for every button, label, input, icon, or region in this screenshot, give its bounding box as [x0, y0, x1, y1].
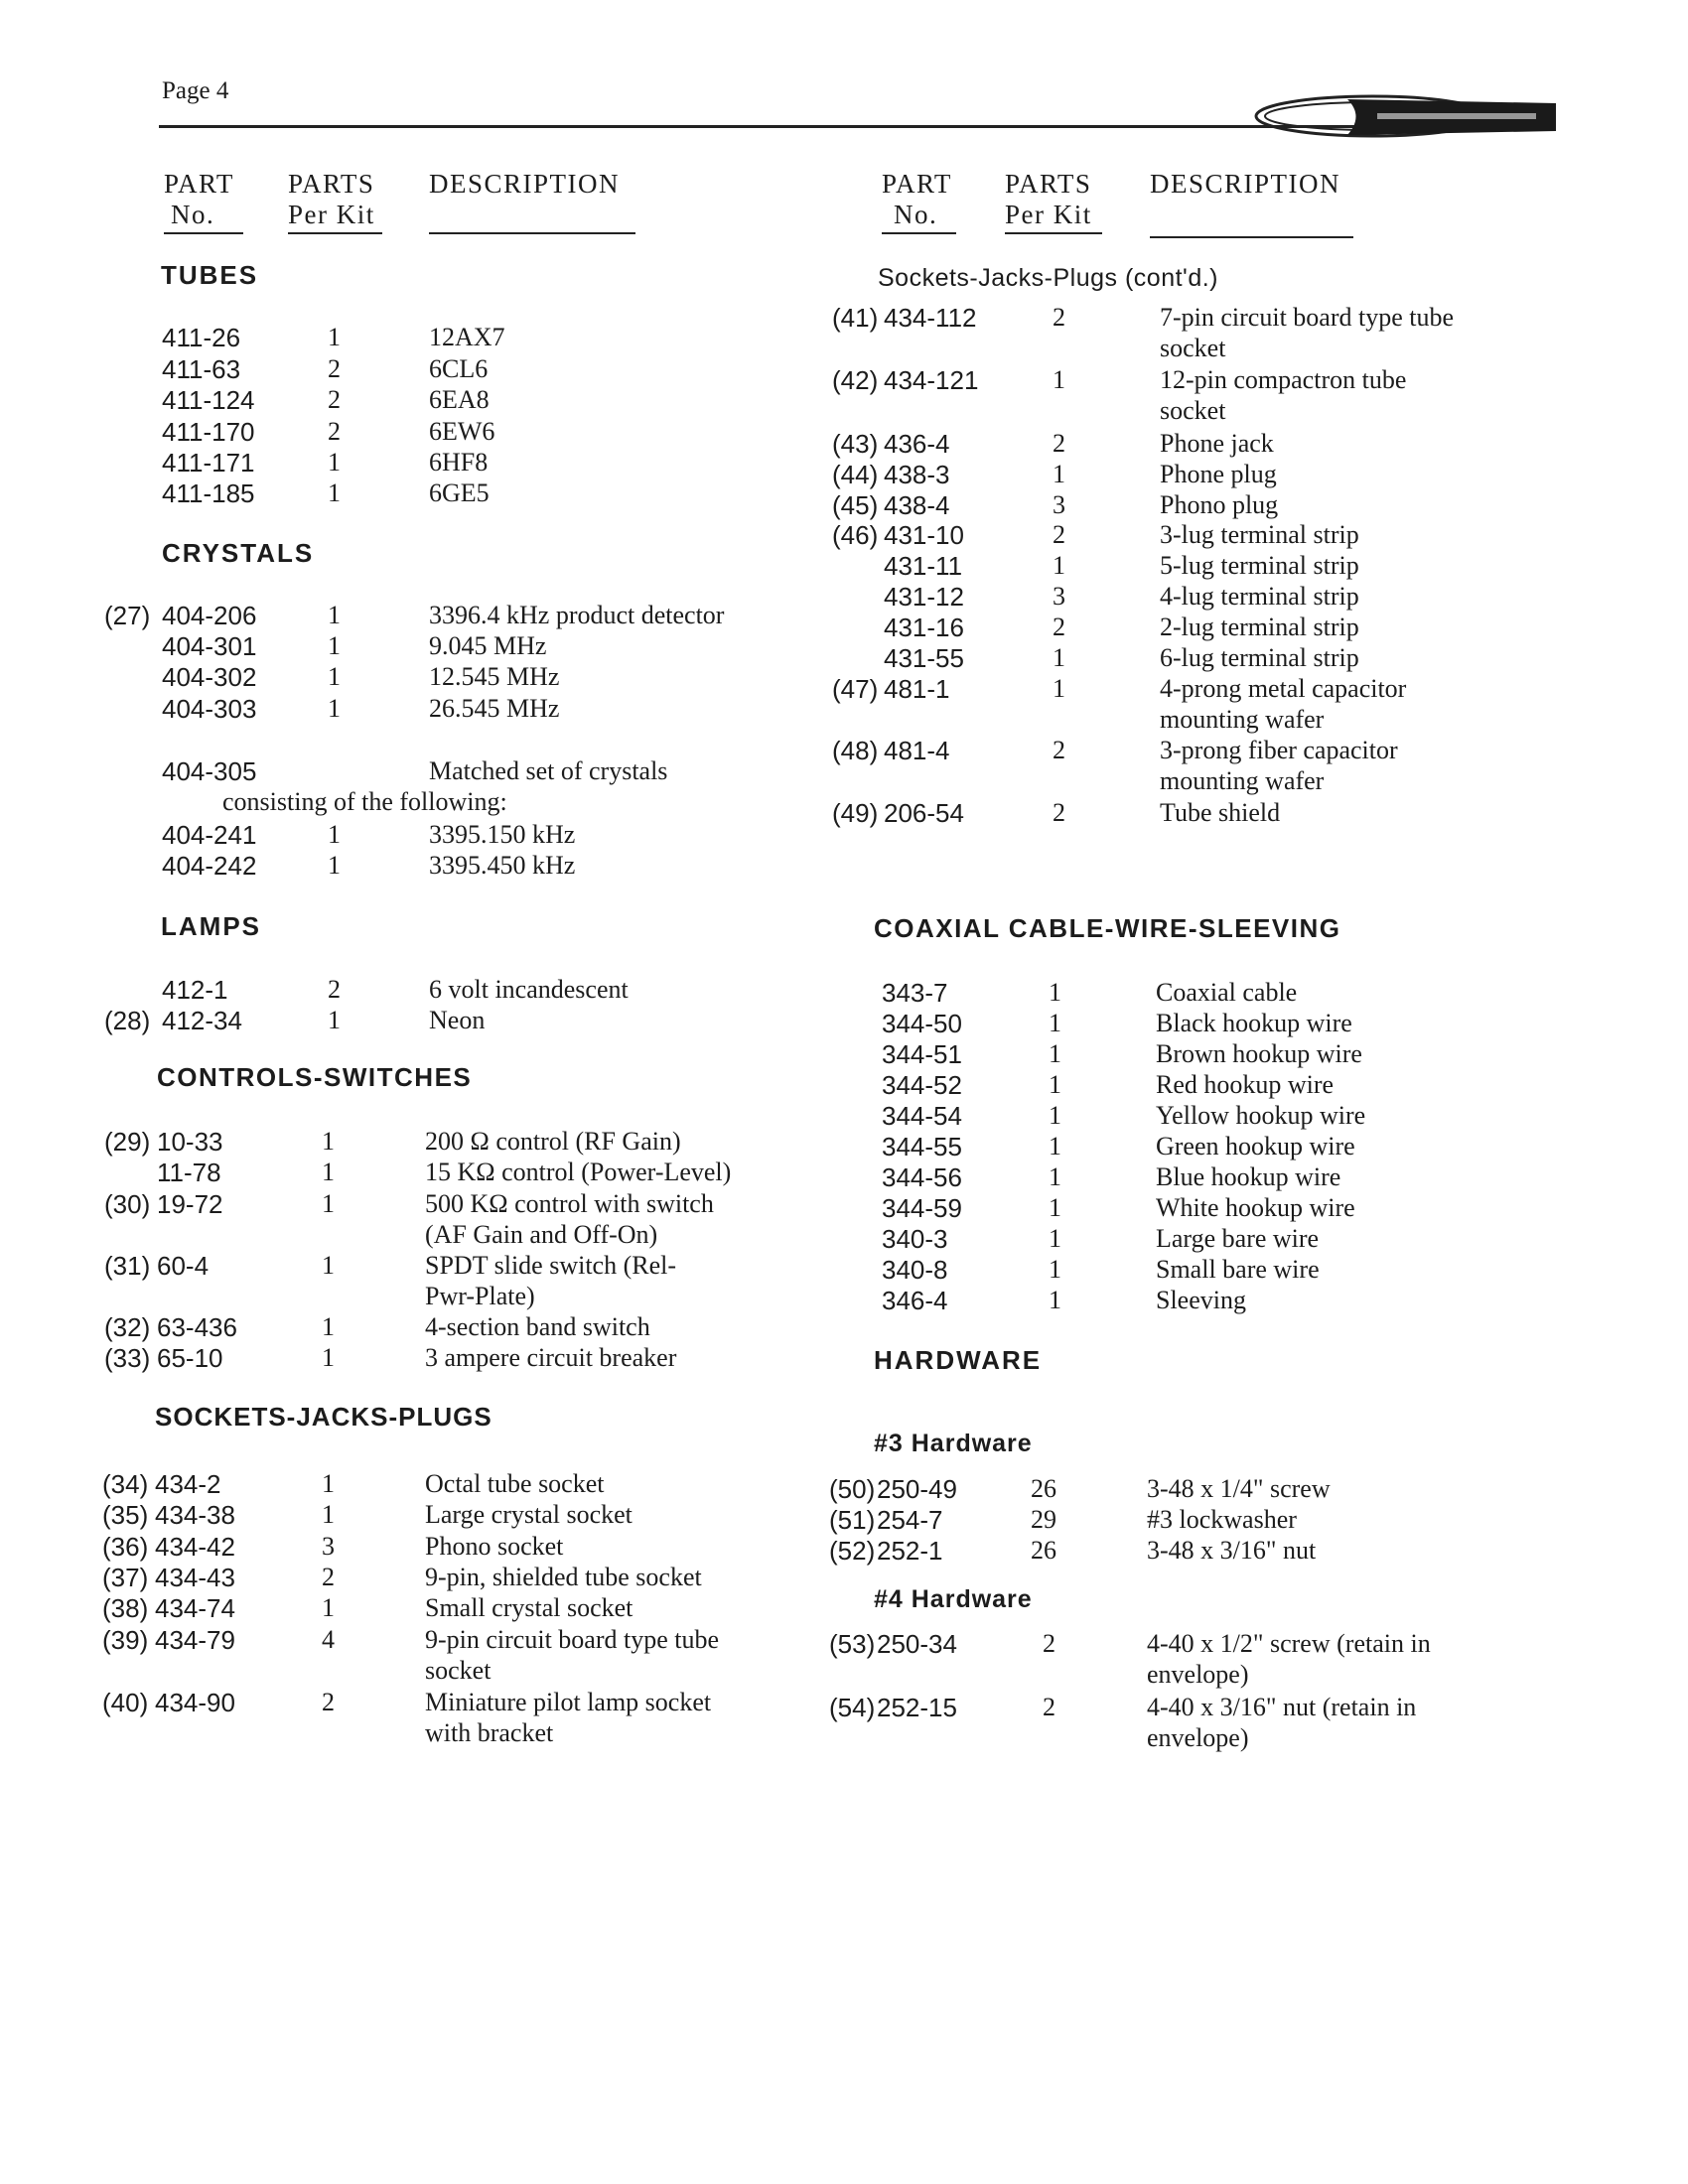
description: Phono plug — [1160, 490, 1279, 519]
part-number: 10-33 — [157, 1127, 223, 1157]
part-number: 431-12 — [884, 582, 964, 612]
ref-number: (44) — [832, 460, 879, 489]
ref-number: (47) — [832, 674, 879, 704]
part-number: 344-50 — [882, 1009, 962, 1038]
qty-per-kit: 1 — [328, 631, 341, 660]
matched-set-desc-cont: consisting of the following: — [222, 787, 507, 816]
ref-number: (37) — [102, 1563, 149, 1592]
brand-logo — [1253, 91, 1561, 141]
qty-per-kit: 4 — [322, 1625, 335, 1654]
subsection-title-hw4: #4 Hardware — [874, 1585, 1033, 1613]
qty-per-kit: 1 — [1053, 460, 1065, 488]
part-number: 434-38 — [155, 1500, 235, 1530]
description: Small bare wire — [1156, 1255, 1320, 1284]
description-cont: socket — [1160, 334, 1226, 362]
ref-number: (28) — [104, 1006, 151, 1035]
part-number: 411-63 — [162, 354, 241, 384]
description-cont: with bracket — [425, 1718, 554, 1747]
qty-per-kit: 2 — [328, 385, 341, 414]
description: 4-lug terminal strip — [1160, 582, 1359, 611]
qty-per-kit: 1 — [322, 1593, 335, 1622]
underline — [164, 232, 243, 234]
qty-per-kit: 1 — [1053, 365, 1065, 394]
qty-per-kit: 1 — [1049, 1224, 1061, 1253]
qty-per-kit: 2 — [328, 354, 341, 383]
description: 4-40 x 3/16" nut (retain in — [1147, 1693, 1417, 1721]
description: Blue hookup wire — [1156, 1162, 1341, 1191]
qty-per-kit: 1 — [1049, 1255, 1061, 1284]
description: 3-prong fiber capacitor — [1160, 736, 1398, 764]
description: 200 Ω control (RF Gain) — [425, 1127, 681, 1156]
qty-per-kit: 1 — [322, 1127, 335, 1156]
part-number: 411-185 — [162, 478, 255, 508]
underline — [429, 232, 635, 234]
part-number: 344-59 — [882, 1193, 962, 1223]
ref-number: (42) — [832, 365, 879, 395]
description-cont: socket — [1160, 396, 1226, 425]
part-number: 438-4 — [884, 490, 950, 520]
description: Large crystal socket — [425, 1500, 633, 1529]
description: Yellow hookup wire — [1156, 1101, 1366, 1130]
part-number: 411-26 — [162, 323, 241, 352]
part-number: 436-4 — [884, 429, 950, 459]
ref-number: (48) — [832, 736, 879, 765]
description: 4-section band switch — [425, 1312, 650, 1341]
qty-per-kit: 1 — [1049, 1162, 1061, 1191]
description: 6HF8 — [429, 448, 489, 477]
description-cont: (AF Gain and Off-On) — [425, 1220, 658, 1249]
description: 4-prong metal capacitor — [1160, 674, 1407, 703]
qty-per-kit: 1 — [322, 1343, 335, 1372]
part-number: 434-79 — [155, 1625, 235, 1655]
description: 12-pin compactron tube — [1160, 365, 1407, 394]
qty-per-kit: 2 — [328, 975, 341, 1004]
description: 26.545 MHz — [429, 694, 560, 723]
ref-number: (41) — [832, 303, 879, 333]
qty-per-kit: 2 — [1053, 429, 1065, 458]
ref-number: (46) — [832, 520, 879, 550]
part-number: 65-10 — [157, 1343, 223, 1373]
qty-per-kit: 2 — [1053, 303, 1065, 332]
part-number: 434-112 — [884, 303, 977, 333]
qty-per-kit: 1 — [322, 1158, 335, 1186]
part-number: 411-124 — [162, 385, 255, 415]
qty-per-kit: 2 — [322, 1563, 335, 1591]
qty-per-kit: 1 — [1053, 674, 1065, 703]
part-number: 206-54 — [884, 798, 964, 828]
description: 6EW6 — [429, 417, 495, 446]
description: Black hookup wire — [1156, 1009, 1352, 1037]
part-number: 481-1 — [884, 674, 950, 704]
section-title-sockets: SOCKETS-JACKS-PLUGS — [155, 1402, 492, 1432]
qty-per-kit: 2 — [1043, 1693, 1055, 1721]
description: 15 KΩ control (Power-Level) — [425, 1158, 732, 1186]
column-header-description: DESCRIPTION — [429, 169, 621, 199]
qty-per-kit: 2 — [328, 417, 341, 446]
ref-number: (27) — [104, 601, 151, 630]
part-number: 431-11 — [884, 551, 963, 581]
description: 3-lug terminal strip — [1160, 520, 1359, 549]
qty-per-kit: 1 — [1049, 1070, 1061, 1099]
qty-per-kit: 2 — [1053, 736, 1065, 764]
qty-per-kit: 1 — [328, 448, 341, 477]
qty-per-kit: 2 — [1053, 613, 1065, 641]
description: White hookup wire — [1156, 1193, 1355, 1222]
description: Small crystal socket — [425, 1593, 633, 1622]
part-number: 19-72 — [157, 1189, 223, 1219]
qty-per-kit: 2 — [322, 1688, 335, 1716]
column-header-description: DESCRIPTION — [1150, 169, 1341, 199]
description: 6CL6 — [429, 354, 489, 383]
part-number: 404-301 — [162, 631, 257, 661]
column-header-part: PART — [164, 169, 234, 199]
part-number: 252-1 — [877, 1536, 943, 1566]
description: 6 volt incandescent — [429, 975, 629, 1004]
description: Phono socket — [425, 1532, 564, 1561]
part-number: 60-4 — [157, 1251, 210, 1281]
part-number: 434-42 — [155, 1532, 235, 1562]
description: 3-48 x 1/4" screw — [1147, 1474, 1331, 1503]
qty-per-kit: 1 — [322, 1500, 335, 1529]
ref-number: (30) — [104, 1189, 151, 1219]
column-header-parts: PARTS — [288, 169, 375, 199]
part-number: 250-49 — [877, 1474, 957, 1504]
description: Phone plug — [1160, 460, 1277, 488]
qty-per-kit: 29 — [1031, 1505, 1056, 1534]
description-cont: Pwr-Plate) — [425, 1282, 535, 1310]
description-cont: envelope) — [1147, 1660, 1249, 1689]
part-number: 431-55 — [884, 643, 964, 673]
qty-per-kit: 1 — [322, 1469, 335, 1498]
part-number: 344-54 — [882, 1101, 962, 1131]
description: 4-40 x 1/2" screw (retain in — [1147, 1629, 1431, 1658]
ref-number: (51) — [829, 1505, 876, 1535]
part-number: 434-74 — [155, 1593, 235, 1623]
description-cont: socket — [425, 1656, 492, 1685]
underline — [1150, 236, 1353, 238]
qty-per-kit: 3 — [1053, 582, 1065, 611]
description-cont: mounting wafer — [1160, 766, 1325, 795]
description: 2-lug terminal strip — [1160, 613, 1359, 641]
page-number: Page 4 — [162, 77, 229, 104]
qty-per-kit: 1 — [328, 478, 341, 507]
part-number: 411-170 — [162, 417, 255, 447]
description: 6EA8 — [429, 385, 490, 414]
description: Phone jack — [1160, 429, 1274, 458]
ref-number: (43) — [832, 429, 879, 459]
qty-per-kit: 1 — [328, 601, 341, 629]
column-header-parts: PARTS — [1005, 169, 1092, 199]
description: 500 KΩ control with switch — [425, 1189, 714, 1218]
description: 3395.450 kHz — [429, 851, 576, 880]
subsection-title-hw3: #3 Hardware — [874, 1430, 1033, 1457]
description: 3-48 x 3/16" nut — [1147, 1536, 1317, 1565]
part-number: 346-4 — [882, 1286, 948, 1315]
description: Brown hookup wire — [1156, 1039, 1362, 1068]
section-title-hardware: HARDWARE — [874, 1345, 1043, 1375]
column-header-parts-sub: Per Kit — [288, 200, 375, 229]
description: 6GE5 — [429, 478, 490, 507]
qty-per-kit: 1 — [328, 851, 341, 880]
description: Sleeving — [1156, 1286, 1246, 1314]
description: Octal tube socket — [425, 1469, 605, 1498]
qty-per-kit: 1 — [1049, 1193, 1061, 1222]
part-number: 431-10 — [884, 520, 964, 550]
qty-per-kit: 1 — [328, 1006, 341, 1034]
ref-number: (34) — [102, 1469, 149, 1499]
part-number: 434-90 — [155, 1688, 235, 1717]
ref-number: (39) — [102, 1625, 149, 1655]
qty-per-kit: 1 — [328, 694, 341, 723]
section-title-lamps: LAMPS — [161, 911, 261, 941]
ref-number: (45) — [832, 490, 879, 520]
ref-number: (29) — [104, 1127, 151, 1157]
part-number: 404-206 — [162, 601, 257, 630]
section-title-sockets-cont: Sockets-Jacks-Plugs (cont'd.) — [878, 264, 1218, 292]
matched-set-desc: Matched set of crystals — [429, 756, 668, 785]
underline — [1005, 232, 1102, 234]
qty-per-kit: 1 — [328, 662, 341, 691]
description: Red hookup wire — [1156, 1070, 1335, 1099]
part-number: 250-34 — [877, 1629, 957, 1659]
ref-number: (53) — [829, 1629, 876, 1659]
description: 5-lug terminal strip — [1160, 551, 1359, 580]
section-title-controls: CONTROLS-SWITCHES — [157, 1062, 473, 1092]
part-number: 252-15 — [877, 1693, 957, 1722]
part-number: 63-436 — [157, 1312, 237, 1342]
qty-per-kit: 1 — [1049, 978, 1061, 1007]
ref-number: (50) — [829, 1474, 876, 1504]
ref-number: (35) — [102, 1500, 149, 1530]
part-number: 412-1 — [162, 975, 228, 1005]
qty-per-kit: 26 — [1031, 1474, 1056, 1503]
ref-number: (52) — [829, 1536, 876, 1566]
qty-per-kit: 1 — [322, 1251, 335, 1280]
ref-number: (36) — [102, 1532, 149, 1562]
qty-per-kit: 1 — [1049, 1039, 1061, 1068]
part-number: 344-55 — [882, 1132, 962, 1161]
qty-per-kit: 2 — [1053, 520, 1065, 549]
column-header-part-sub: No. — [894, 200, 938, 229]
ref-number: (49) — [832, 798, 879, 828]
part-number: 438-3 — [884, 460, 950, 489]
column-header-part: PART — [882, 169, 952, 199]
description: Large bare wire — [1156, 1224, 1320, 1253]
qty-per-kit: 3 — [1053, 490, 1065, 519]
description: #3 lockwasher — [1147, 1505, 1297, 1534]
underline — [288, 232, 382, 234]
description: 3395.150 kHz — [429, 820, 576, 849]
qty-per-kit: 1 — [322, 1189, 335, 1218]
description: 3 ampere circuit breaker — [425, 1343, 677, 1372]
qty-per-kit: 2 — [1053, 798, 1065, 827]
part-number: 344-51 — [882, 1039, 962, 1069]
qty-per-kit: 1 — [1049, 1101, 1061, 1130]
description: Neon — [429, 1006, 486, 1034]
qty-per-kit: 3 — [322, 1532, 335, 1561]
part-number: 404-242 — [162, 851, 257, 881]
column-header-part-sub: No. — [171, 200, 215, 229]
description-cont: mounting wafer — [1160, 705, 1325, 734]
description: 9.045 MHz — [429, 631, 547, 660]
qty-per-kit: 26 — [1031, 1536, 1056, 1565]
ref-number: (33) — [104, 1343, 151, 1373]
part-number: 411-171 — [162, 448, 255, 478]
section-title-crystals: CRYSTALS — [162, 538, 315, 568]
qty-per-kit: 1 — [322, 1312, 335, 1341]
ref-number: (32) — [104, 1312, 151, 1342]
part-number: 412-34 — [162, 1006, 242, 1035]
underline — [882, 232, 956, 234]
qty-per-kit: 2 — [1043, 1629, 1055, 1658]
part-number: 343-7 — [882, 978, 948, 1008]
description: 9-pin, shielded tube socket — [425, 1563, 702, 1591]
description: 6-lug terminal strip — [1160, 643, 1359, 672]
qty-per-kit: 1 — [328, 820, 341, 849]
column-header-parts-sub: Per Kit — [1005, 200, 1092, 229]
part-number: 404-303 — [162, 694, 257, 724]
part-number: 434-43 — [155, 1563, 235, 1592]
part-number: 344-52 — [882, 1070, 962, 1100]
part-number: 11-78 — [157, 1158, 221, 1187]
description: 3396.4 kHz product detector — [429, 601, 725, 629]
description: 9-pin circuit board type tube — [425, 1625, 720, 1654]
part-number: 434-121 — [884, 365, 979, 395]
description: Miniature pilot lamp socket — [425, 1688, 712, 1716]
qty-per-kit: 1 — [1049, 1286, 1061, 1314]
ref-number: (40) — [102, 1688, 149, 1717]
qty-per-kit: 1 — [1049, 1132, 1061, 1160]
ref-number: (31) — [104, 1251, 151, 1281]
part-number: 481-4 — [884, 736, 950, 765]
section-title-coax: COAXIAL CABLE-WIRE-SLEEVING — [874, 913, 1341, 943]
description-cont: envelope) — [1147, 1723, 1249, 1752]
description: Coaxial cable — [1156, 978, 1298, 1007]
description: 12AX7 — [429, 323, 505, 351]
description: 12.545 MHz — [429, 662, 560, 691]
part-number: 340-8 — [882, 1255, 948, 1285]
qty-per-kit: 1 — [1053, 551, 1065, 580]
qty-per-kit: 1 — [1049, 1009, 1061, 1037]
part-number: 404-302 — [162, 662, 257, 692]
section-title-tubes: TUBES — [161, 260, 259, 290]
description: 7-pin circuit board type tube — [1160, 303, 1455, 332]
description: Green hookup wire — [1156, 1132, 1355, 1160]
part-number: 254-7 — [877, 1505, 943, 1535]
description: SPDT slide switch (Rel- — [425, 1251, 677, 1280]
part-number: 344-56 — [882, 1162, 962, 1192]
part-number: 431-16 — [884, 613, 964, 642]
qty-per-kit: 1 — [328, 323, 341, 351]
part-number: 340-3 — [882, 1224, 948, 1254]
qty-per-kit: 1 — [1053, 643, 1065, 672]
ref-number: (54) — [829, 1693, 876, 1722]
part-number: 404-241 — [162, 820, 257, 850]
description: Tube shield — [1160, 798, 1281, 827]
matched-set-part: 404-305 — [162, 756, 257, 786]
ref-number: (38) — [102, 1593, 149, 1623]
part-number: 434-2 — [155, 1469, 221, 1499]
